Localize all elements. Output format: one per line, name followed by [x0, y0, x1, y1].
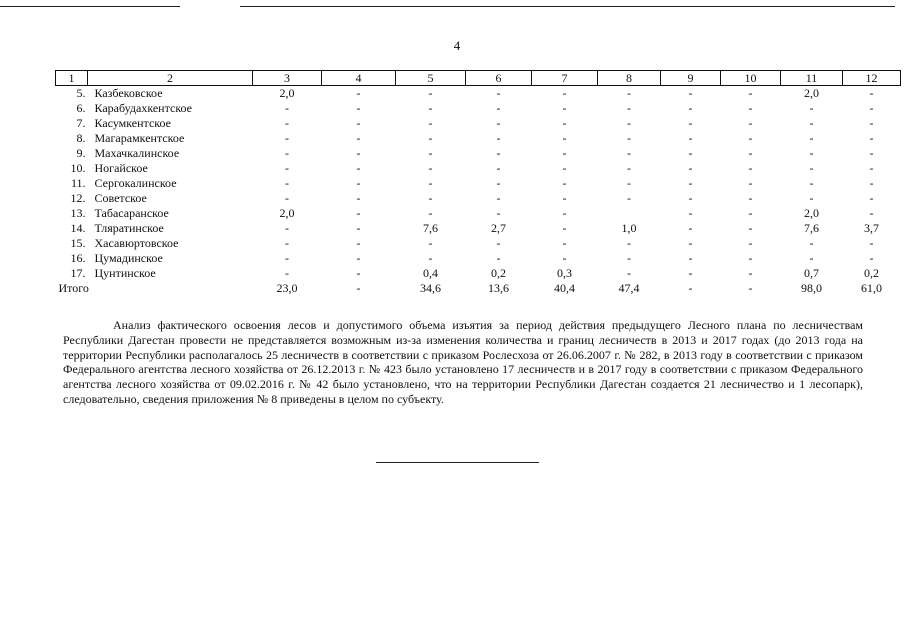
value-cell: - — [496, 101, 501, 115]
column-number-header: 5 — [396, 71, 466, 86]
value-cell: - — [748, 191, 753, 205]
value-cell: - — [869, 146, 874, 160]
table-row — [56, 236, 901, 251]
value-cell: - — [748, 86, 753, 100]
value-cell: - — [562, 161, 567, 175]
forestry-name-cell: Ногайское — [94, 161, 148, 175]
value-cell: - — [869, 86, 874, 100]
value-cell: - — [356, 101, 361, 115]
value-cell: - — [809, 176, 814, 190]
row-number: 12. — [70, 191, 86, 205]
column-number-header: 2 — [88, 71, 253, 86]
value-cell: - — [562, 221, 567, 235]
value-cell: - — [285, 101, 289, 115]
row-number: 17. — [70, 266, 86, 280]
table-row — [56, 86, 901, 102]
value-cell: - — [809, 131, 814, 145]
value-cell: - — [869, 116, 874, 130]
value-cell: - — [869, 176, 874, 190]
value-cell: - — [496, 176, 501, 190]
value-cell: - — [285, 266, 289, 280]
forestry-name-cell: Махачкалинское — [94, 146, 180, 160]
value-cell: - — [428, 191, 433, 205]
value-cell: - — [562, 206, 567, 220]
value-cell: - — [809, 191, 814, 205]
value-cell: - — [496, 146, 501, 160]
value-cell: - — [562, 131, 567, 145]
value-cell: - — [869, 161, 874, 175]
value-cell: - — [869, 101, 874, 115]
value-cell: - — [688, 86, 693, 100]
value-cell: - — [869, 206, 874, 220]
table-row — [56, 251, 901, 266]
table-row — [56, 131, 901, 146]
closing-separator-line — [376, 462, 539, 463]
value-cell: - — [562, 86, 567, 100]
value-cell: - — [748, 266, 753, 280]
value-cell: - — [562, 101, 567, 115]
forestry-name-cell: Карабудахкентское — [94, 101, 193, 115]
value-cell: 0,3 — [557, 266, 572, 280]
value-cell: - — [428, 236, 433, 250]
value-cell: - — [627, 101, 631, 115]
value-cell: - — [356, 146, 361, 160]
value-cell: 2,0 — [804, 86, 819, 100]
row-number: 8. — [76, 131, 86, 145]
value-cell: - — [285, 221, 289, 235]
page-number: 4 — [453, 38, 461, 53]
row-number: 9. — [76, 146, 86, 160]
row-number: 11. — [70, 176, 86, 190]
value-cell: 3,7 — [864, 221, 879, 235]
value-cell: - — [428, 101, 433, 115]
value-cell: - — [869, 191, 874, 205]
value-cell: - — [562, 116, 567, 130]
value-cell: - — [627, 161, 631, 175]
top-border-line — [240, 6, 895, 7]
value-cell: 2,0 — [804, 206, 819, 220]
value-cell: 0,2 — [491, 266, 506, 280]
value-cell: - — [627, 116, 631, 130]
value-cell: 0,4 — [423, 266, 438, 280]
value-cell: - — [428, 251, 433, 265]
total-value-cell: 23,0 — [276, 281, 298, 295]
forestry-name-cell: Тляратинское — [94, 221, 164, 235]
value-cell: 0,2 — [864, 266, 879, 280]
column-number-header: 4 — [322, 71, 396, 86]
table-row — [56, 191, 901, 206]
value-cell: - — [285, 116, 289, 130]
column-number-header: 10 — [721, 71, 781, 86]
forestry-name-cell: Сергокалинское — [94, 176, 177, 190]
column-number-header: 8 — [598, 71, 661, 86]
total-value-cell: - — [748, 281, 753, 295]
value-cell: - — [356, 236, 361, 250]
value-cell: - — [428, 86, 433, 100]
value-cell: - — [496, 116, 501, 130]
column-number-header: 7 — [532, 71, 598, 86]
value-cell: - — [688, 161, 693, 175]
value-cell: - — [428, 146, 433, 160]
value-cell: - — [562, 236, 567, 250]
value-cell: - — [562, 146, 567, 160]
value-cell: - — [627, 266, 631, 280]
value-cell: - — [428, 206, 433, 220]
table-row — [56, 116, 901, 131]
table-row — [56, 176, 901, 191]
value-cell: - — [496, 161, 501, 175]
value-cell: - — [428, 131, 433, 145]
analysis-paragraph: Анализ фактического освоения лесов и допустимого объема изъятия за период действия предыдущего Лесного плана по лесничествам Республики Дагестан провести не представляется возможным из-за изменения количества и границ лесничеств в 2013 и 2017 годах (до 2013 года на территории Республики располагалось 25 лесничеств в соответствии с приказом Рослесхоза от 26.06.2007 г. № 282, в 2013 году в соответствии с приказом Федерального агентства лесного хозяйства от 26.12.2013 г. № 423 было установлено 17 лесничеств и в 2017 году в соответствии с приказом Федерального агентства лесного хозяйства от 09.02.2016 г. № 42 было установлено, что на территории Республики Дагестан создается 21 лесничество и 1 лесопарк), следовательно, сведения приложения № 8 приведены в целом по субъекту. — [63, 318, 863, 406]
row-number: 15. — [70, 236, 86, 250]
total-value-cell: 98,0 — [801, 281, 822, 295]
total-value-cell: 13,6 — [488, 281, 509, 295]
value-cell: - — [748, 236, 753, 250]
value-cell: - — [285, 131, 289, 145]
total-label: Итого — [58, 281, 89, 295]
forestry-name-cell: Хасавюртовское — [94, 236, 179, 250]
value-cell: - — [356, 221, 361, 235]
value-cell: - — [809, 161, 814, 175]
value-cell: - — [428, 161, 433, 175]
value-cell: - — [627, 251, 631, 265]
table-row — [56, 161, 901, 176]
value-cell: - — [562, 191, 567, 205]
value-cell: - — [809, 146, 814, 160]
value-cell: - — [869, 131, 874, 145]
total-value-cell: - — [356, 281, 361, 295]
value-cell: - — [627, 176, 631, 190]
value-cell: - — [869, 251, 874, 265]
total-row — [56, 281, 901, 296]
row-number: 16. — [70, 251, 86, 265]
value-cell: - — [496, 251, 501, 265]
value-cell: 2,7 — [491, 221, 506, 235]
value-cell: - — [627, 86, 631, 100]
column-number-header: 1 — [56, 71, 88, 86]
value-cell: - — [496, 236, 501, 250]
row-number: 14. — [70, 221, 86, 235]
total-value-cell: 34,6 — [420, 281, 441, 295]
total-value-cell: 61,0 — [861, 281, 882, 295]
value-cell: 2,0 — [279, 86, 295, 100]
row-number: 5. — [76, 86, 86, 100]
value-cell: - — [356, 206, 361, 220]
value-cell: - — [627, 146, 631, 160]
value-cell: - — [748, 206, 753, 220]
value-cell: - — [688, 236, 693, 250]
column-number-header: 9 — [661, 71, 721, 86]
forestry-name-cell: Касумкентское — [94, 116, 171, 130]
column-number-header: 12 — [843, 71, 901, 86]
value-cell: - — [356, 266, 361, 280]
analysis-paragraph-block — [63, 318, 863, 407]
value-cell: - — [496, 191, 501, 205]
value-cell: - — [748, 101, 753, 115]
total-value-cell: 40,4 — [554, 281, 575, 295]
forestry-name-cell: Табасаранское — [94, 206, 169, 220]
table-header-row — [56, 71, 901, 86]
forestry-name-cell: Цумадинское — [94, 251, 163, 265]
value-cell: - — [356, 116, 361, 130]
forestry-name-cell: Цунтинское — [94, 266, 156, 280]
value-cell: - — [688, 131, 693, 145]
top-border-line — [0, 6, 180, 7]
value-cell: - — [496, 206, 501, 220]
value-cell: - — [748, 221, 753, 235]
column-number-header: 6 — [466, 71, 532, 86]
value-cell: - — [748, 251, 753, 265]
value-cell: - — [809, 251, 814, 265]
value-cell: - — [748, 116, 753, 130]
value-cell: - — [562, 176, 567, 190]
value-cell: - — [356, 251, 361, 265]
value-cell: - — [285, 161, 289, 175]
value-cell: - — [688, 146, 693, 160]
total-value-cell: 47,4 — [618, 281, 640, 295]
column-number-header: 3 — [253, 71, 322, 86]
value-cell: - — [748, 161, 753, 175]
row-number: 6. — [76, 101, 86, 115]
value-cell: 0,7 — [804, 266, 819, 280]
value-cell: - — [356, 176, 361, 190]
row-number: 10. — [70, 161, 86, 175]
value-cell: - — [688, 191, 693, 205]
column-number-header: 11 — [781, 71, 843, 86]
value-cell: - — [627, 191, 631, 205]
value-cell: - — [428, 176, 433, 190]
value-cell: - — [356, 161, 361, 175]
forestry-name-cell: Магарамкентское — [94, 131, 185, 145]
table-row — [56, 206, 901, 221]
value-cell: - — [688, 116, 693, 130]
value-cell: - — [285, 191, 289, 205]
value-cell — [598, 206, 661, 221]
value-cell: - — [562, 251, 567, 265]
table-row — [56, 266, 901, 281]
value-cell: - — [688, 221, 693, 235]
value-cell: - — [688, 251, 693, 265]
row-number: 7. — [76, 116, 86, 130]
total-value-cell: - — [688, 281, 693, 295]
value-cell: - — [285, 236, 289, 250]
value-cell: - — [688, 176, 693, 190]
value-cell: - — [496, 86, 501, 100]
value-cell: 7,6 — [804, 221, 819, 235]
value-cell: - — [627, 236, 631, 250]
value-cell: - — [869, 236, 874, 250]
value-cell: - — [285, 176, 289, 190]
value-cell: - — [809, 236, 814, 250]
forestry-name-cell: Казбековское — [94, 86, 163, 100]
value-cell: - — [627, 131, 631, 145]
value-cell: - — [285, 251, 289, 265]
value-cell: - — [809, 116, 814, 130]
value-cell: 2,0 — [279, 206, 295, 220]
value-cell: - — [688, 101, 693, 115]
value-cell: - — [356, 191, 361, 205]
table-row — [56, 221, 901, 236]
forestry-data-table — [55, 70, 901, 296]
table-body — [56, 71, 901, 297]
value-cell: - — [809, 101, 814, 115]
table-row — [56, 101, 901, 116]
value-cell: - — [688, 206, 693, 220]
value-cell: 1,0 — [621, 221, 637, 235]
value-cell: - — [356, 86, 361, 100]
value-cell: 7,6 — [423, 221, 438, 235]
value-cell: - — [496, 131, 501, 145]
row-number: 13. — [70, 206, 86, 220]
table-row — [56, 146, 901, 161]
value-cell: - — [748, 131, 753, 145]
value-cell: - — [428, 116, 433, 130]
value-cell: - — [748, 176, 753, 190]
value-cell: - — [748, 146, 753, 160]
value-cell: - — [688, 266, 693, 280]
forestry-name-cell: Советское — [94, 191, 147, 205]
value-cell: - — [356, 131, 361, 145]
value-cell: - — [285, 146, 289, 160]
